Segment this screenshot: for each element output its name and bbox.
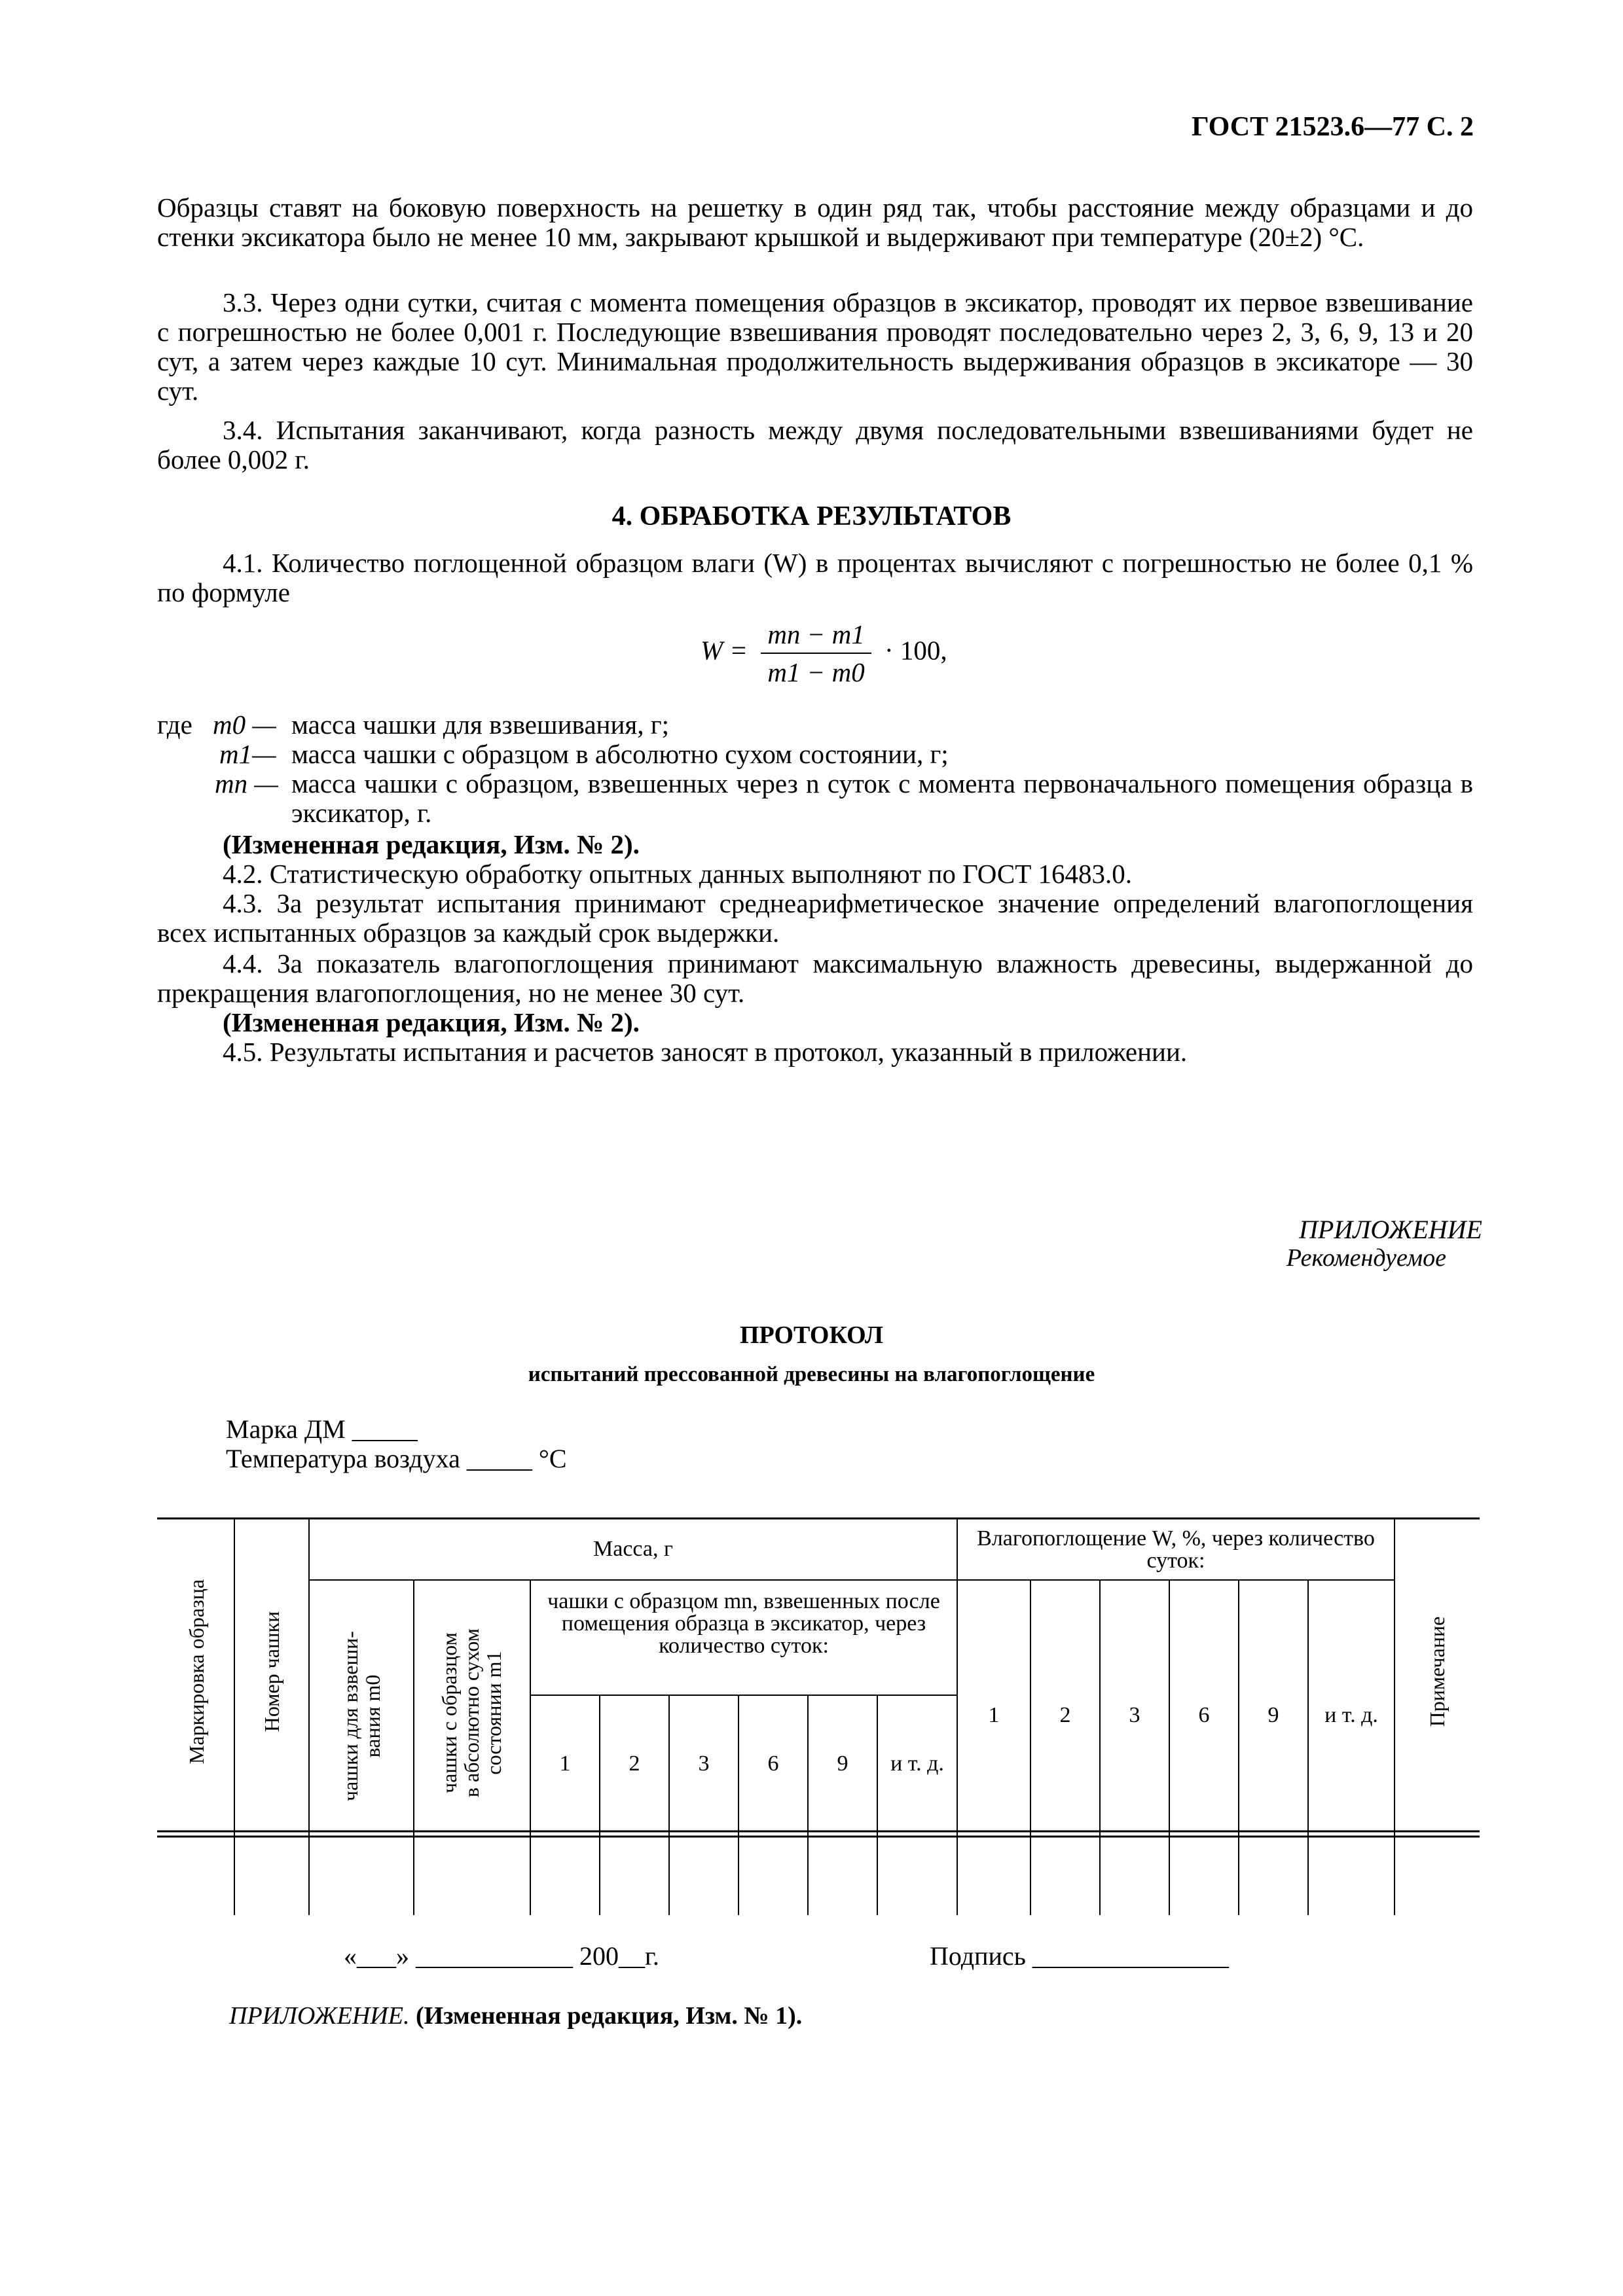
column-marking: Маркировка образца	[185, 1579, 208, 1765]
absorb-day: 2	[1059, 1703, 1071, 1727]
column-cup-weigh: чашки для взвеши- вания m0	[338, 1631, 384, 1801]
formula-lhs: W =	[701, 635, 748, 666]
where-item: mn — масса чашки с образцом, взвешенных через n суток с момента первоначального помещения образца в эксикатор, г.	[215, 768, 1473, 828]
paragraph-3-4: 3.4. Испытания заканчивают, когда разность между двумя последовательными взвешиваниями будет не более 0,002 г.	[157, 415, 1473, 475]
where-item: m1— масса чашки с образцом в абсолютно сухом состоянии, г;	[219, 739, 949, 769]
formula	[701, 619, 947, 688]
column-cup-number: Номер чашки	[260, 1611, 283, 1732]
absorb-day: 9	[1267, 1703, 1279, 1727]
formula-fraction	[761, 619, 871, 688]
signature-line: Подпись _______________	[930, 1941, 1229, 1971]
brand-line: Марка ДМ _____	[226, 1414, 418, 1444]
paragraph-4-5: 4.5. Результаты испытания и расчетов заносят в протокол, указанный в приложении.	[223, 1037, 1188, 1067]
paragraph-4-1: 4.1. Количество поглощенной образцом влаги (W) в процентах вычисляют с погрешностью не более 0,1 % по формуле	[157, 548, 1473, 607]
section-4-title: 4. ОБРАБОТКА РЕЗУЛЬТАТОВ	[611, 501, 1012, 531]
absorb-day: и т. д.	[1324, 1703, 1378, 1727]
protocol-table	[157, 1517, 1480, 1915]
column-cup-dry: чашки с образцом в абсолютно сухом состоянии m1	[437, 1628, 505, 1798]
paragraph-intro: Образцы ставят на боковую поверхность на решетку в один ряд так, чтобы расстояние между образцами и до стенки эксикатора было не менее 10 мм, закрывают крышкой и выдерживают при температуре (20±2) °С.	[157, 192, 1473, 252]
absorb-day: 3	[1129, 1703, 1140, 1727]
mn-header: чашки с образцом mn, взвешенных после помещения образца в эксикатор, через количество суток:	[547, 1589, 940, 1658]
mn-day: 9	[837, 1751, 848, 1776]
paragraph-4-2: 4.2. Статистическую обработку опытных данных выполняют по ГОСТ 16483.0.	[223, 859, 1132, 889]
paragraph-4-4: 4.4. За показатель влагопоглощения принимают максимальную влажность древесины, выдержанной до прекращения влагопоглощения, но не менее 30 сут.	[157, 948, 1473, 1008]
formula-numerator: mn − m1	[761, 619, 871, 654]
formula-denominator: m1 − m0	[767, 657, 865, 687]
protocol-title: ПРОТОКОЛ	[739, 1321, 884, 1349]
mn-day: 2	[629, 1751, 640, 1776]
appendix-amendment-text: (Измененная редакция, Изм. № 1).	[415, 2002, 803, 2030]
appendix-amendment	[229, 2001, 802, 2030]
mn-day: 1	[559, 1751, 571, 1776]
appendix-amendment-label: ПРИЛОЖЕНИЕ.	[229, 2002, 410, 2030]
mn-day: 3	[698, 1751, 710, 1776]
paragraph-3-3: 3.3. Через одни сутки, считая с момента помещения образцов в эксикатор, проводят их первое взвешивание с погрешностью не более 0,001 г. Последующие взвешивания проводят последовательно через 2, 3, 6, 9, 13 и 20 сут, а затем через каждые 10 сут. Минимальная продолжительность выдерживания образцов в эксикаторе — 30 сут.	[157, 287, 1473, 406]
protocol-subtitle: испытаний прессованной древесины на влагопоглощение	[528, 1363, 1095, 1386]
date-line: «___» ____________ 200__г.	[344, 1941, 659, 1971]
where-item: где m0 — масса чашки для взвешивания, г;	[157, 709, 669, 740]
where-list	[157, 710, 1473, 828]
mn-day: и т. д.	[890, 1751, 944, 1776]
appendix-label: ПРИЛОЖЕНИЕ	[1299, 1215, 1482, 1244]
column-note: Примечание	[1425, 1616, 1449, 1727]
mn-day: 6	[767, 1751, 779, 1776]
mass-header: Масса, г	[593, 1537, 673, 1561]
temperature-line: Температура воздуха _____ °С	[226, 1444, 567, 1473]
appendix-sublabel: Рекомендуемое	[1286, 1244, 1446, 1272]
absorb-day: 1	[988, 1703, 1000, 1727]
absorb-day: 6	[1198, 1703, 1210, 1727]
paragraph-4-3: 4.3. За результат испытания принимают среднеарифметическое значение определений влагопоглощения всех испытанных образцов за каждый срок выдержки.	[157, 888, 1473, 948]
amendment-note: (Измененная редакция, Изм. № 2).	[223, 1007, 640, 1037]
absorption-header: Влагопоглощение W, %, через количество суток:	[977, 1526, 1375, 1573]
amendment-note: (Измененная редакция, Изм. № 2).	[223, 829, 640, 859]
document-code: ГОСТ 21523.6—77 С. 2	[1191, 112, 1474, 142]
formula-rhs: · 100,	[884, 635, 947, 666]
